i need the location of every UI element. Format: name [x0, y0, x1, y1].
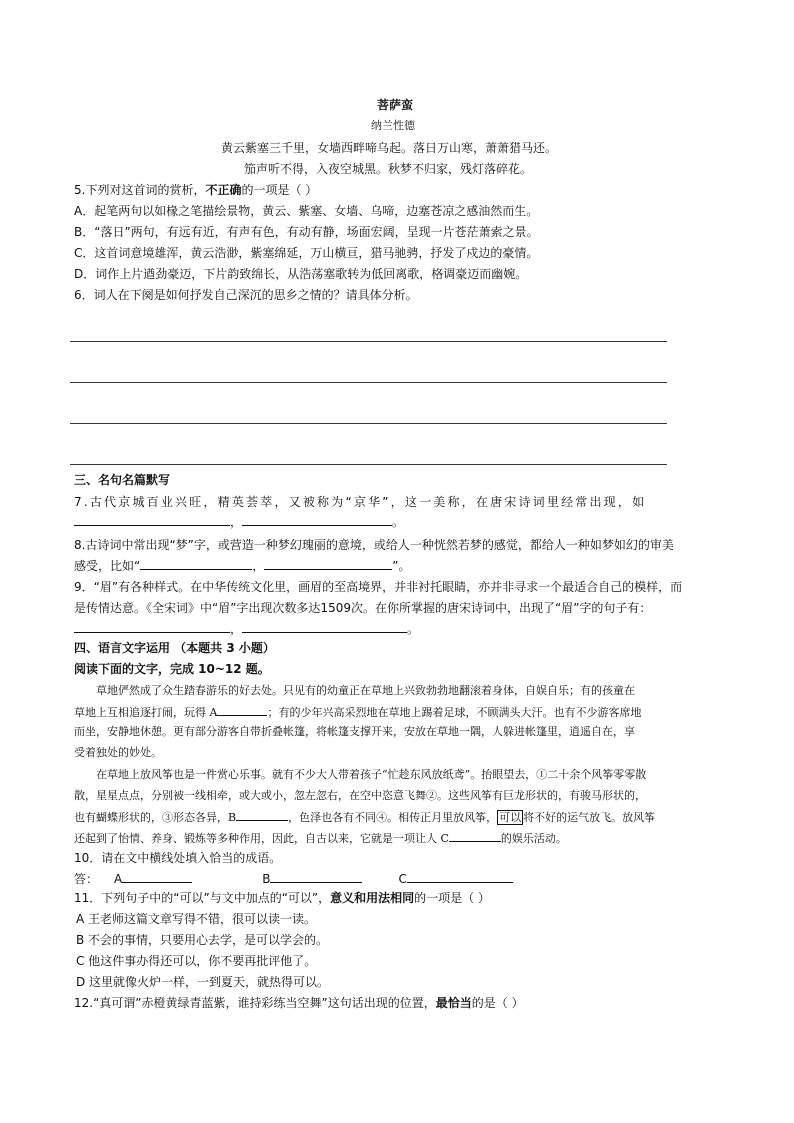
q10-label-c: C: [398, 872, 407, 886]
q12-prefix: 12.“真可谓”赤橙黄绿青蓝紫，谁持彩练当空舞”这句话出现的位置，: [74, 996, 436, 1010]
q10-answer-label: 答：: [74, 872, 99, 886]
passage-p2-line-2: 散，星星点点，分别被一线相牵，或大或小，忽左忽右，在空中恣意飞舞②。这些风筝有巨龙形状的，有骏马形状的，: [74, 789, 646, 802]
blank-a[interactable]: [217, 703, 267, 716]
q5-option-d[interactable]: D．词作上片遒劲豪迈，下片韵致绵长，从浩荡塞歌转为低回离歌，格调豪迈而幽婉。: [74, 267, 528, 281]
q10-blank-b[interactable]: [270, 870, 362, 883]
passage-p1-line-1: 草地俨然成了众生踏春游乐的好去处。只见有的幼童正在草地上兴致勃勃地翻滚着身体，自娱自乐；有的孩童在: [96, 684, 635, 697]
q5-option-c[interactable]: C．这首词意境雄浑，黄云浩渺，紫塞绵延，万山横亘，猎马驰骋，抒发了戍边的豪情。: [74, 246, 539, 260]
q8-blank-2[interactable]: [264, 557, 392, 570]
q8-mid: ，: [252, 559, 265, 573]
poem-title: 菩萨蛮: [377, 98, 414, 112]
q8-answer-row: [74, 557, 410, 574]
q8-blank-1[interactable]: [140, 557, 252, 570]
question-9-line-2: 是传情达意。《全宋词》中“眉”字出现次数多达1509次。在你所掌握的唐宋诗词中，出现了“眉”字的句子有：: [74, 601, 652, 615]
q9-answer-row: [74, 620, 419, 637]
blank-b[interactable]: [236, 808, 288, 821]
q11-option-a[interactable]: A 王老师这篇文章写得不错，很可以读一读。: [76, 912, 317, 926]
q9-end: 。: [407, 622, 420, 636]
question-10: 10．请在文中横线处填入恰当的成语。: [74, 851, 282, 865]
q10-label-a: A: [114, 872, 123, 886]
q10-label-b: B: [262, 872, 271, 886]
p2-line-4b: 的娱乐活动。: [500, 832, 567, 845]
reading-intro: 阅读下面的文字，完成 10~12 题。: [74, 662, 270, 676]
q8-end: ”。: [392, 559, 411, 573]
q7-blank-1[interactable]: [74, 513, 230, 526]
q10-answer-row: [74, 870, 513, 887]
question-9-line-1: 9．“眉”有各种样式。在中华传统文化里，画眉的至高境界，并非衬托眼睛，亦并非寻求一个最适合自己的模样，而: [74, 580, 683, 594]
question-12: [74, 995, 524, 1011]
p2-line-3a: 也有蝴蝶形状的，③形态各异，B: [74, 811, 237, 824]
q8-prefix: 感受，比如“: [74, 559, 141, 573]
answer-line-1[interactable]: [70, 341, 667, 342]
q11-option-c[interactable]: C 他这件事办得还可以，你不要再批评他了。: [76, 954, 317, 968]
passage-p2-line-4: [74, 829, 567, 847]
q7-blank-2[interactable]: [242, 513, 392, 526]
q11-option-b[interactable]: B 不会的事情，只要用心去学，是可以学会的。: [76, 933, 329, 947]
blank-c[interactable]: [449, 829, 501, 842]
p2-line-3b: ，色泽也各有不同④。相传正月里放风筝，: [288, 811, 498, 824]
question-7: 7.古代京城百业兴旺，精英荟萃，又被称为“京华”，这一美称，在唐宋诗词里经常出现，如: [74, 495, 647, 509]
p1-line-2b: ；有的少年兴高采烈地在草地上踢着足球，不顾满头大汗。也有不少游客席地: [267, 706, 642, 719]
question-11: [74, 890, 490, 906]
q10-blank-a[interactable]: [122, 870, 192, 883]
q7-end: 。: [392, 515, 405, 529]
q5-option-b[interactable]: B．“落日”两句，有远有近，有声有色，有动有静，场面宏阔，呈现一片苍茫萧索之景。: [74, 225, 539, 239]
q5-prefix: 5.下列对这首词的赏析，: [74, 183, 206, 197]
passage-p1-line-2: [74, 703, 641, 721]
q11-option-d[interactable]: D 这里就像火炉一样，一到夏天，就热得可以。: [76, 975, 330, 989]
q5-option-a[interactable]: A．起笔两句以如椽之笔描绘景物，黄云、紫塞、女墙、乌啼，边塞苍凉之感油然而生。: [74, 204, 539, 218]
poem-line-2: 笳声听不得，入夜空城黑。秋梦不归家，残灯落碎花。: [244, 162, 533, 176]
q5-suffix: 的一项是（ ）: [241, 183, 318, 197]
poem-line-1: 黄云紫塞三千里，女墙西畔啼乌起。落日万山寒，萧萧猎马还。: [221, 141, 558, 155]
passage-p1-line-4: 受着独处的妙处。: [74, 746, 162, 759]
question-8: 8.古诗词中常出现“梦”字，或营造一种梦幻瑰丽的意境，或给人一种恍然若梦的感觉，都给人一种如梦如幻的审美: [74, 538, 674, 552]
section-3-title: 三、名句名篇默写: [74, 473, 171, 487]
q7-answer-row: [74, 513, 404, 530]
q9-blank-2[interactable]: [242, 620, 407, 633]
q5-emphasis: 不正确: [205, 183, 242, 197]
q10-blank-c[interactable]: [407, 870, 513, 883]
question-6: 6．词人在下阕是如何抒发自己深沉的思乡之情的？请具体分析。: [74, 288, 418, 302]
poem-author: 纳兰性德: [371, 119, 415, 132]
passage-p1-line-3: 而坐，安静地休憩。更有部分游客自带折叠帐篷，将帐篷支撑开来，安放在草地一隅，人躲进帐篷里，逍遥自在，享: [74, 725, 635, 738]
q9-blank-1[interactable]: [74, 620, 230, 633]
p1-line-2a: 草地上互相追逐打闹，玩得 A: [74, 706, 218, 719]
q12-emphasis: 最恰当: [435, 996, 472, 1010]
p2-line-3c: 将不好的运气放飞。放风筝: [523, 811, 656, 824]
q9-comma: ，: [230, 622, 243, 636]
q11-emphasis: 意义和用法相同: [330, 891, 415, 905]
section-4-title: 四、语言文字运用 （本题共 3 小题）: [74, 641, 275, 655]
dotted-keyword-keyi: 可以: [499, 811, 522, 824]
p2-line-4a: 还起到了怡情、养身、锻炼等多种作用，因此，自古以来，它就是一项让人 C: [74, 832, 449, 845]
answer-line-4[interactable]: [70, 464, 667, 465]
answer-line-2[interactable]: [70, 382, 667, 383]
q11-prefix: 11．下列句子中的“可以”与文中加点的“可以”，: [74, 891, 331, 905]
passage-p2-line-3: [74, 808, 655, 826]
question-5: [74, 182, 317, 198]
passage-p2-line-1: 在草地上放风筝也是一件赏心乐事。就有不少大人带着孩子“忙趁东风放纸鸢”。抬眼望去，①二十余个风筝零零散: [96, 768, 647, 781]
answer-line-3[interactable]: [70, 423, 667, 424]
q7-comma: ，: [230, 515, 243, 529]
q12-suffix: 的是（ ）: [471, 996, 524, 1010]
q11-suffix: 的一项是（ ）: [414, 891, 490, 905]
